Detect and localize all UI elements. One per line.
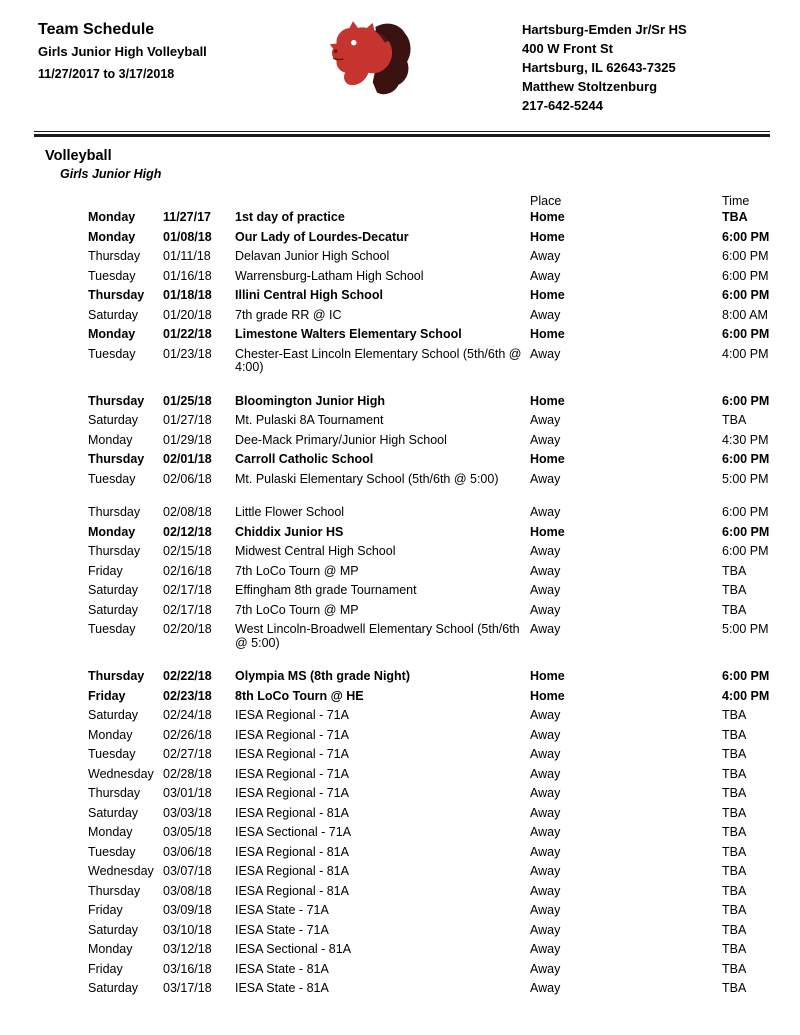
cell-date: 01/23/18 xyxy=(163,346,212,361)
cell-date: 02/22/18 xyxy=(163,669,212,683)
cell-place: Home xyxy=(530,327,565,341)
cell-place: Away xyxy=(530,727,561,742)
title-block xyxy=(38,20,302,83)
cell-place: Away xyxy=(530,563,561,578)
day-header-spacer xyxy=(88,195,163,208)
table-row xyxy=(88,306,780,326)
cell-day: Wednesday xyxy=(88,766,154,781)
cell-date: 03/06/18 xyxy=(163,844,212,859)
table-row xyxy=(88,411,780,431)
table-row xyxy=(88,581,780,601)
cell-day: Friday xyxy=(88,688,126,703)
cell-time: TBA xyxy=(722,210,748,224)
cell-day: Saturday xyxy=(88,805,139,820)
cell-day: Thursday xyxy=(88,544,141,558)
cell-date: 02/15/18 xyxy=(163,544,212,558)
cell-day: Tuesday xyxy=(88,268,136,283)
cell-date: 03/16/18 xyxy=(163,961,212,976)
cell-day: Saturday xyxy=(88,708,139,722)
cell-event: Warrensburg-Latham High School xyxy=(235,268,424,283)
cell-date: 03/17/18 xyxy=(163,981,212,995)
cell-place: Away xyxy=(530,249,561,263)
cell-date: 02/27/18 xyxy=(163,747,212,761)
cell-day: Saturday xyxy=(88,307,139,322)
cell-place: Home xyxy=(530,688,565,703)
cell-time: TBA xyxy=(722,786,747,800)
cell-day: Thursday xyxy=(88,393,145,408)
cell-day: Monday xyxy=(88,727,133,742)
cell-date: 11/27/17 xyxy=(163,210,211,224)
cell-event: Dee-Mack Primary/Junior High School xyxy=(235,432,447,447)
cell-place: Away xyxy=(530,766,561,781)
cell-day: Thursday xyxy=(88,452,145,466)
cell-time: TBA xyxy=(722,903,747,917)
cell-date: 02/23/18 xyxy=(163,688,212,703)
cell-event: IESA Regional - 71A xyxy=(235,727,349,742)
cell-event: IESA Regional - 81A xyxy=(235,883,349,898)
cell-time: TBA xyxy=(722,961,747,976)
cell-date: 02/28/18 xyxy=(163,766,212,781)
table-row xyxy=(88,765,780,785)
cell-event: IESA Regional - 71A xyxy=(235,708,349,722)
cell-place: Away xyxy=(530,747,561,761)
cell-date: 03/08/18 xyxy=(163,883,212,898)
cell-event: IESA Regional - 71A xyxy=(235,786,349,800)
cell-time: TBA xyxy=(722,583,747,597)
cell-time: TBA xyxy=(722,602,747,617)
cell-day: Thursday xyxy=(88,288,145,302)
cell-event: Our Lady of Lourdes-Decatur xyxy=(235,229,409,244)
table-row xyxy=(88,601,780,621)
team-name: Girls Junior High Volleyball xyxy=(38,44,207,59)
cell-place: Away xyxy=(530,922,561,937)
cell-event: IESA State - 81A xyxy=(235,981,329,995)
event-header-spacer xyxy=(235,195,530,208)
contact-phone: 217-642-5244 xyxy=(522,98,603,113)
cell-place: Away xyxy=(530,864,561,878)
cell-place: Away xyxy=(530,471,561,486)
division-subtitle: Girls Junior High xyxy=(60,167,162,181)
cell-day: Thursday xyxy=(88,505,141,519)
school-name: Hartsburg-Emden Jr/Sr HS xyxy=(522,22,687,37)
cell-event: Bloomington Junior High xyxy=(235,393,385,408)
cell-time: TBA xyxy=(722,805,747,820)
cell-time: TBA xyxy=(722,563,747,578)
cell-event: 7th LoCo Tourn @ MP xyxy=(235,563,359,578)
cell-place: Away xyxy=(530,583,561,597)
table-row xyxy=(88,979,780,999)
cell-place: Away xyxy=(530,825,561,839)
cell-day: Saturday xyxy=(88,981,139,995)
schedule-table xyxy=(88,195,780,999)
school-address1: 400 W Front St xyxy=(522,41,614,56)
cell-event: Carroll Catholic School xyxy=(235,452,374,466)
cell-event: Olympia MS (8th grade Night) xyxy=(235,669,411,683)
cell-event: Midwest Central High School xyxy=(235,544,396,558)
cell-date: 03/09/18 xyxy=(163,903,212,917)
cell-day: Saturday xyxy=(88,602,139,617)
cell-place: Home xyxy=(530,452,565,466)
cell-place: Away xyxy=(530,903,561,917)
cell-place: Away xyxy=(530,413,561,427)
cell-date: 02/12/18 xyxy=(163,524,212,539)
cell-day: Friday xyxy=(88,903,123,917)
cell-event: IESA State - 81A xyxy=(235,961,329,976)
cell-date: 02/01/18 xyxy=(163,452,212,466)
cell-date: 01/22/18 xyxy=(163,327,212,341)
cell-date: 01/18/18 xyxy=(163,288,212,302)
cell-place: Away xyxy=(530,805,561,820)
cell-date: 02/16/18 xyxy=(163,563,212,578)
cell-place: Home xyxy=(530,524,565,539)
cell-date: 02/17/18 xyxy=(163,583,212,597)
table-row xyxy=(88,901,780,921)
table-row xyxy=(88,208,780,228)
cell-event: Chester-East Lincoln Elementary School (5th/6th @ 4:00) xyxy=(235,346,522,374)
cell-place: Away xyxy=(530,708,561,722)
cell-date: 03/12/18 xyxy=(163,942,212,956)
cell-date: 02/20/18 xyxy=(163,622,212,636)
cell-event: IESA Sectional - 81A xyxy=(235,942,352,956)
table-row xyxy=(88,804,780,824)
table-row xyxy=(88,843,780,863)
cell-day: Tuesday xyxy=(88,747,136,761)
cell-place: Away xyxy=(530,942,561,956)
page-title: Team Schedule xyxy=(38,21,155,38)
cell-event: Delavan Junior High School xyxy=(235,249,390,263)
mustang-logo-icon xyxy=(306,20,436,98)
cell-place: Away xyxy=(530,544,561,558)
table-row xyxy=(88,503,780,523)
cell-day: Monday xyxy=(88,432,133,447)
contact-name: Matthew Stoltzenburg xyxy=(522,79,658,94)
cell-event: 1st day of practice xyxy=(235,210,345,224)
cell-place: Away xyxy=(530,883,561,898)
table-row xyxy=(88,921,780,941)
table-row xyxy=(88,882,780,902)
cell-day: Tuesday xyxy=(88,844,136,859)
cell-date: 03/10/18 xyxy=(163,922,212,937)
cell-date: 01/08/18 xyxy=(163,229,212,244)
table-row xyxy=(88,431,780,451)
cell-time: 6:00 PM xyxy=(722,669,770,683)
table-row xyxy=(88,745,780,765)
cell-time: 4:00 PM xyxy=(722,688,770,703)
cell-time: TBA xyxy=(722,981,747,995)
cell-time: TBA xyxy=(722,413,747,427)
cell-day: Saturday xyxy=(88,922,139,937)
cell-time: TBA xyxy=(722,942,747,956)
cell-event: IESA Regional - 81A xyxy=(235,805,349,820)
table-row xyxy=(88,325,780,345)
table-row xyxy=(88,784,780,804)
cell-time: 6:00 PM xyxy=(722,524,770,539)
cell-time: 6:00 PM xyxy=(722,268,769,283)
table-row xyxy=(88,345,780,378)
cell-place: Home xyxy=(530,229,565,244)
cell-day: Friday xyxy=(88,563,123,578)
cell-date: 01/25/18 xyxy=(163,393,212,408)
cell-time: 4:30 PM xyxy=(722,432,769,447)
cell-date: 02/06/18 xyxy=(163,471,212,486)
cell-place: Away xyxy=(530,786,561,800)
cell-date: 01/11/18 xyxy=(163,249,211,263)
cell-place: Away xyxy=(530,432,561,447)
cell-event: Mt. Pulaski Elementary School (5th/6th @ 5:00) xyxy=(235,471,499,486)
cell-time: TBA xyxy=(722,922,747,937)
cell-day: Friday xyxy=(88,961,123,976)
cell-day: Tuesday xyxy=(88,622,136,636)
table-row xyxy=(88,470,780,490)
cell-event: Effingham 8th grade Tournament xyxy=(235,583,417,597)
cell-day: Monday xyxy=(88,942,133,956)
cell-time: 8:00 AM xyxy=(722,307,768,322)
table-row xyxy=(88,960,780,980)
cell-place: Away xyxy=(530,346,561,361)
cell-event: IESA Regional - 71A xyxy=(235,747,349,761)
cell-event: Limestone Walters Elementary School xyxy=(235,327,462,341)
date-range: 11/27/2017 to 3/17/2018 xyxy=(38,67,175,81)
date-header-spacer xyxy=(163,195,235,208)
cell-event: Little Flower School xyxy=(235,505,345,519)
cell-time: 5:00 PM xyxy=(722,622,769,636)
cell-time: 6:00 PM xyxy=(722,288,770,302)
cell-time: 6:00 PM xyxy=(722,505,769,519)
cell-day: Thursday xyxy=(88,669,145,683)
cell-time: TBA xyxy=(722,766,747,781)
place-header: Place xyxy=(530,194,562,208)
cell-place: Home xyxy=(530,210,565,224)
cell-day: Wednesday xyxy=(88,864,154,878)
table-row xyxy=(88,726,780,746)
cell-time: 5:00 PM xyxy=(722,471,769,486)
cell-day: Monday xyxy=(88,229,136,244)
cell-day: Saturday xyxy=(88,583,139,597)
table-row xyxy=(88,228,780,248)
cell-event: 7th LoCo Tourn @ MP xyxy=(235,602,359,617)
table-header-row xyxy=(88,195,780,208)
cell-date: 02/08/18 xyxy=(163,505,212,519)
cell-event: IESA Regional - 81A xyxy=(235,864,349,878)
cell-day: Saturday xyxy=(88,413,139,427)
cell-place: Home xyxy=(530,393,565,408)
cell-time: TBA xyxy=(722,844,747,859)
cell-event: IESA Sectional - 71A xyxy=(235,825,352,839)
cell-event: Illini Central High School xyxy=(235,288,383,302)
cell-time: 6:00 PM xyxy=(722,229,770,244)
cell-date: 03/01/18 xyxy=(163,786,212,800)
cell-date: 03/07/18 xyxy=(163,864,212,878)
cell-event: West Lincoln-Broadwell Elementary School (5th/6th @ 5:00) xyxy=(235,622,520,650)
schedule-rows xyxy=(88,208,780,999)
cell-place: Away xyxy=(530,844,561,859)
cell-time: 6:00 PM xyxy=(722,452,770,466)
table-row xyxy=(88,823,780,843)
cell-day: Tuesday xyxy=(88,471,136,486)
time-header: Time xyxy=(722,194,750,208)
cell-time: 6:00 PM xyxy=(722,393,770,408)
table-row xyxy=(88,392,780,412)
cell-time: 6:00 PM xyxy=(722,249,769,263)
cell-event: 8th LoCo Tourn @ HE xyxy=(235,688,364,703)
cell-date: 01/20/18 xyxy=(163,307,212,322)
cell-date: 03/05/18 xyxy=(163,825,212,839)
table-row xyxy=(88,667,780,687)
table-row xyxy=(88,286,780,306)
cell-event: Chiddix Junior HS xyxy=(235,524,344,539)
cell-time: TBA xyxy=(722,883,747,898)
table-row xyxy=(88,267,780,287)
table-row xyxy=(88,862,780,882)
cell-date: 01/16/18 xyxy=(163,268,212,283)
cell-place: Home xyxy=(530,288,565,302)
cell-place: Away xyxy=(530,505,561,519)
cell-event: IESA Regional - 81A xyxy=(235,844,349,859)
table-row xyxy=(88,542,780,562)
cell-day: Monday xyxy=(88,524,136,539)
header-divider xyxy=(34,131,770,137)
table-row xyxy=(88,687,780,707)
table-row xyxy=(88,620,780,653)
cell-day: Tuesday xyxy=(88,346,136,361)
cell-place: Away xyxy=(530,981,561,995)
cell-day: Monday xyxy=(88,210,136,224)
cell-day: Monday xyxy=(88,327,136,341)
cell-date: 01/29/18 xyxy=(163,432,212,447)
cell-time: 4:00 PM xyxy=(722,346,769,361)
cell-time: 6:00 PM xyxy=(722,544,769,558)
school-address2: Hartsburg, IL 62643-7325 xyxy=(522,60,676,75)
cell-time: TBA xyxy=(722,864,747,878)
cell-date: 03/03/18 xyxy=(163,805,212,820)
cell-day: Thursday xyxy=(88,249,141,263)
cell-place: Away xyxy=(530,307,561,322)
cell-place: Away xyxy=(530,268,561,283)
cell-event: IESA State - 71A xyxy=(235,903,329,917)
table-row xyxy=(88,562,780,582)
cell-event: 7th grade RR @ IC xyxy=(235,307,342,322)
table-row xyxy=(88,706,780,726)
cell-time: TBA xyxy=(722,747,747,761)
sport-title: Volleyball xyxy=(45,148,112,164)
cell-place: Away xyxy=(530,622,561,636)
table-row xyxy=(88,450,780,470)
school-info xyxy=(522,20,762,115)
cell-day: Monday xyxy=(88,825,133,839)
table-row xyxy=(88,523,780,543)
cell-date: 02/26/18 xyxy=(163,727,212,742)
cell-place: Home xyxy=(530,669,565,683)
document-header xyxy=(0,0,800,115)
cell-date: 02/17/18 xyxy=(163,602,212,617)
cell-time: TBA xyxy=(722,727,747,742)
cell-event: IESA Regional - 71A xyxy=(235,766,349,781)
cell-time: TBA xyxy=(722,708,747,722)
cell-date: 02/24/18 xyxy=(163,708,212,722)
cell-time: 6:00 PM xyxy=(722,327,770,341)
cell-date: 01/27/18 xyxy=(163,413,212,427)
cell-event: IESA State - 71A xyxy=(235,922,329,937)
cell-place: Away xyxy=(530,961,561,976)
cell-day: Thursday xyxy=(88,786,141,800)
cell-event: Mt. Pulaski 8A Tournament xyxy=(235,413,384,427)
cell-time: TBA xyxy=(722,825,747,839)
cell-place: Away xyxy=(530,602,561,617)
table-row xyxy=(88,940,780,960)
table-row xyxy=(88,247,780,267)
cell-day: Thursday xyxy=(88,883,141,898)
